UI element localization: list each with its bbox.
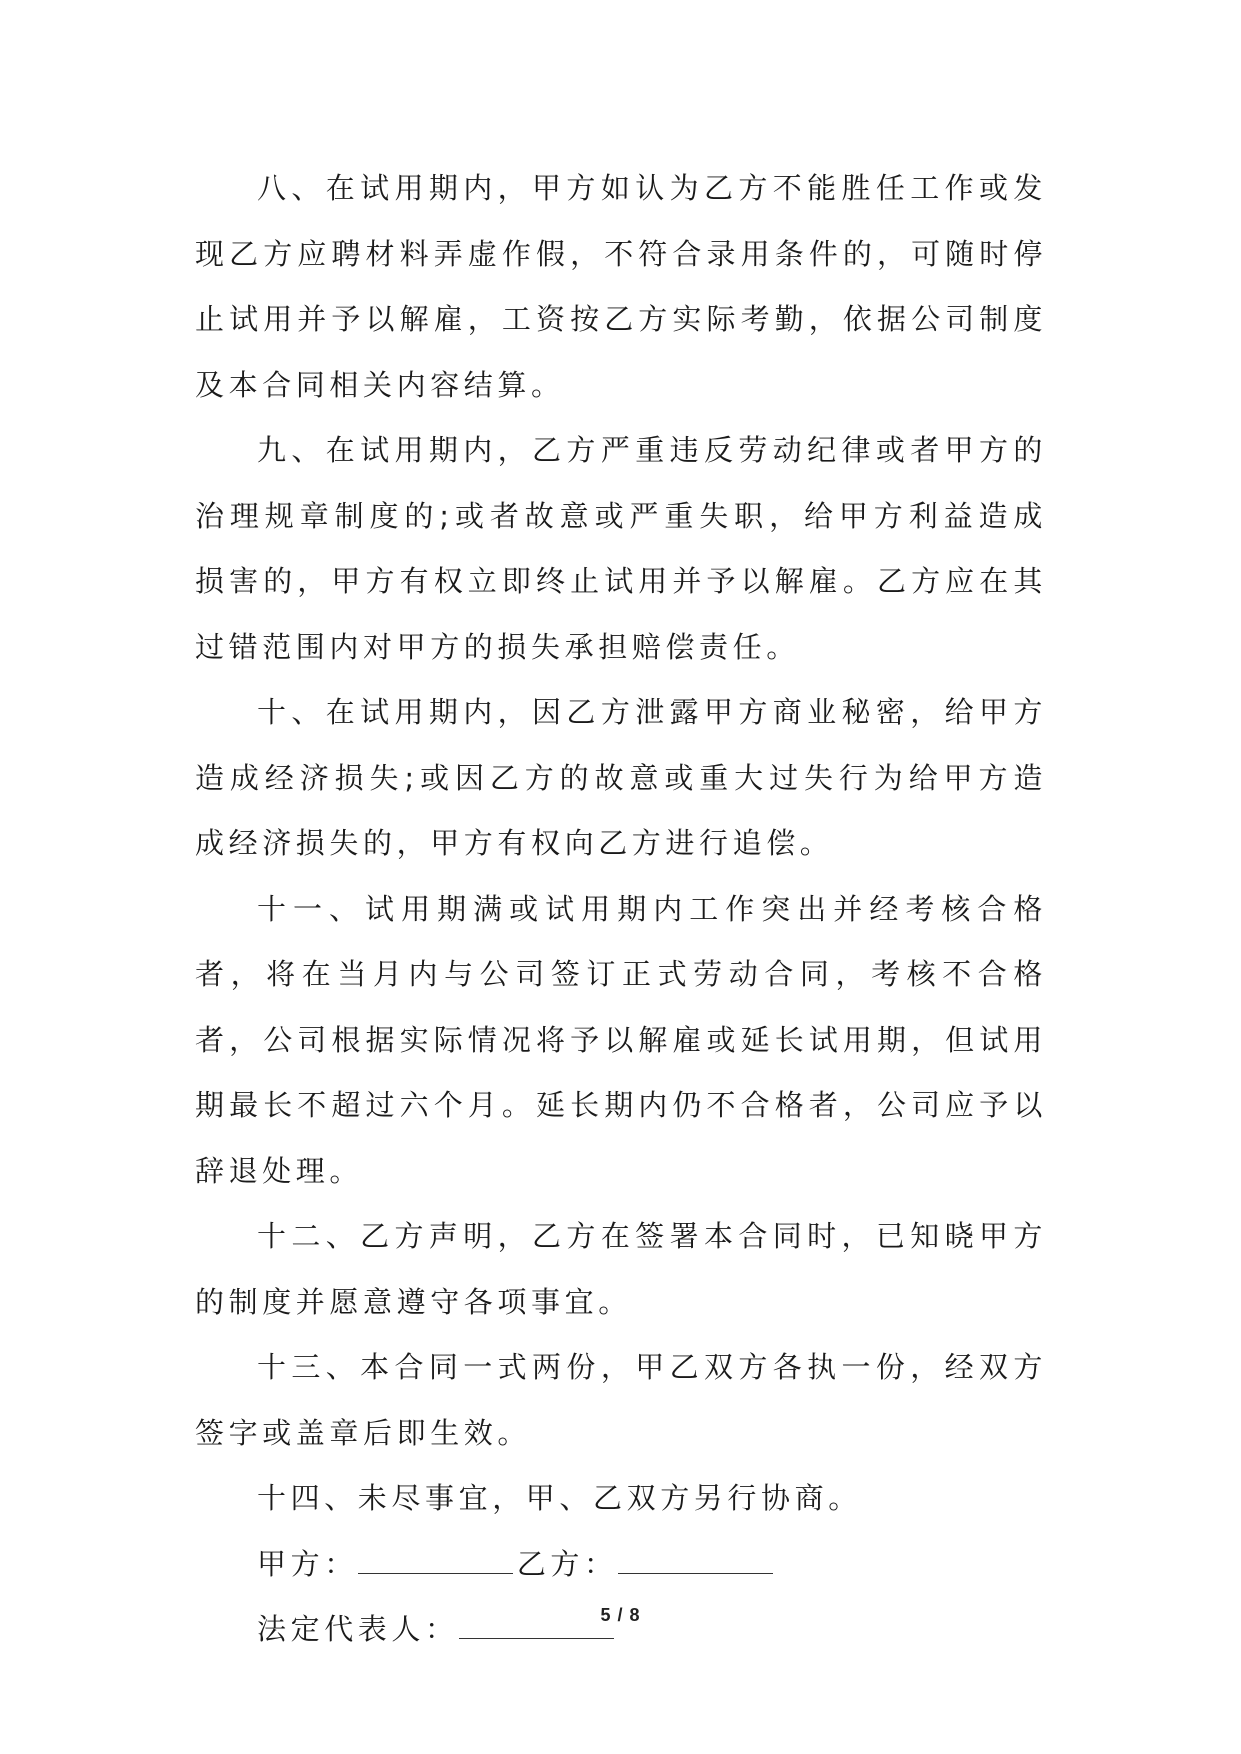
clause-10: 十、在试用期内，因乙方泄露甲方商业秘密，给甲方造成经济损失;或因乙方的故意或重大过失行为给甲方造成经济损失的，甲方有权向乙方进行追偿。 <box>195 695 1047 860</box>
signature-parties-line <box>195 1532 1047 1598</box>
party-b-blank <box>618 1551 773 1574</box>
party-b-label: 乙方： <box>516 1546 618 1581</box>
legal-rep-label: 法定代表人： <box>257 1612 459 1646</box>
clause-9: 九、在试用期内，乙方严重违反劳动纪律或者甲方的治理规章制度的;或者故意或严重失职，给甲方利益造成损害的，甲方有权立即终止试用并予以解雇。乙方应在其过错范围内对甲方的损失承担赔偿责任。 <box>195 433 1047 664</box>
clause-11: 十一、试用期满或试用期内工作突出并经考核合格者，将在当月内与公司签订正式劳动合同，考核不合格者，公司根据实际情况将予以解雇或延长试用期，但试用期最长不超过六个月。延长期内仍不合格者，公司应予以辞退处理。 <box>195 891 1047 1188</box>
clause-8: 八、在试用期内，甲方如认为乙方不能胜任工作或发现乙方应聘材料弄虚作假，不符合录用条件的，可随时停止试用并予以解雇，工资按乙方实际考勤，依据公司制度及本合同相关内容结算。 <box>195 171 1047 402</box>
clause-14: 十四、未尽事宜，甲、乙双方另行协商。 <box>257 1481 862 1515</box>
clause-13: 十三、本合同一式两份，甲乙双方各执一份，经双方签字或盖章后即生效。 <box>195 1350 1047 1450</box>
party-a-blank <box>358 1551 513 1574</box>
clause-12: 十二、乙方声明，乙方在签署本合同时，已知晓甲方的制度并愿意遵守各项事宜。 <box>195 1219 1047 1319</box>
page-number: 5 / 8 <box>600 1605 641 1625</box>
party-a-label: 甲方： <box>257 1546 358 1581</box>
document-body <box>195 156 1047 1663</box>
